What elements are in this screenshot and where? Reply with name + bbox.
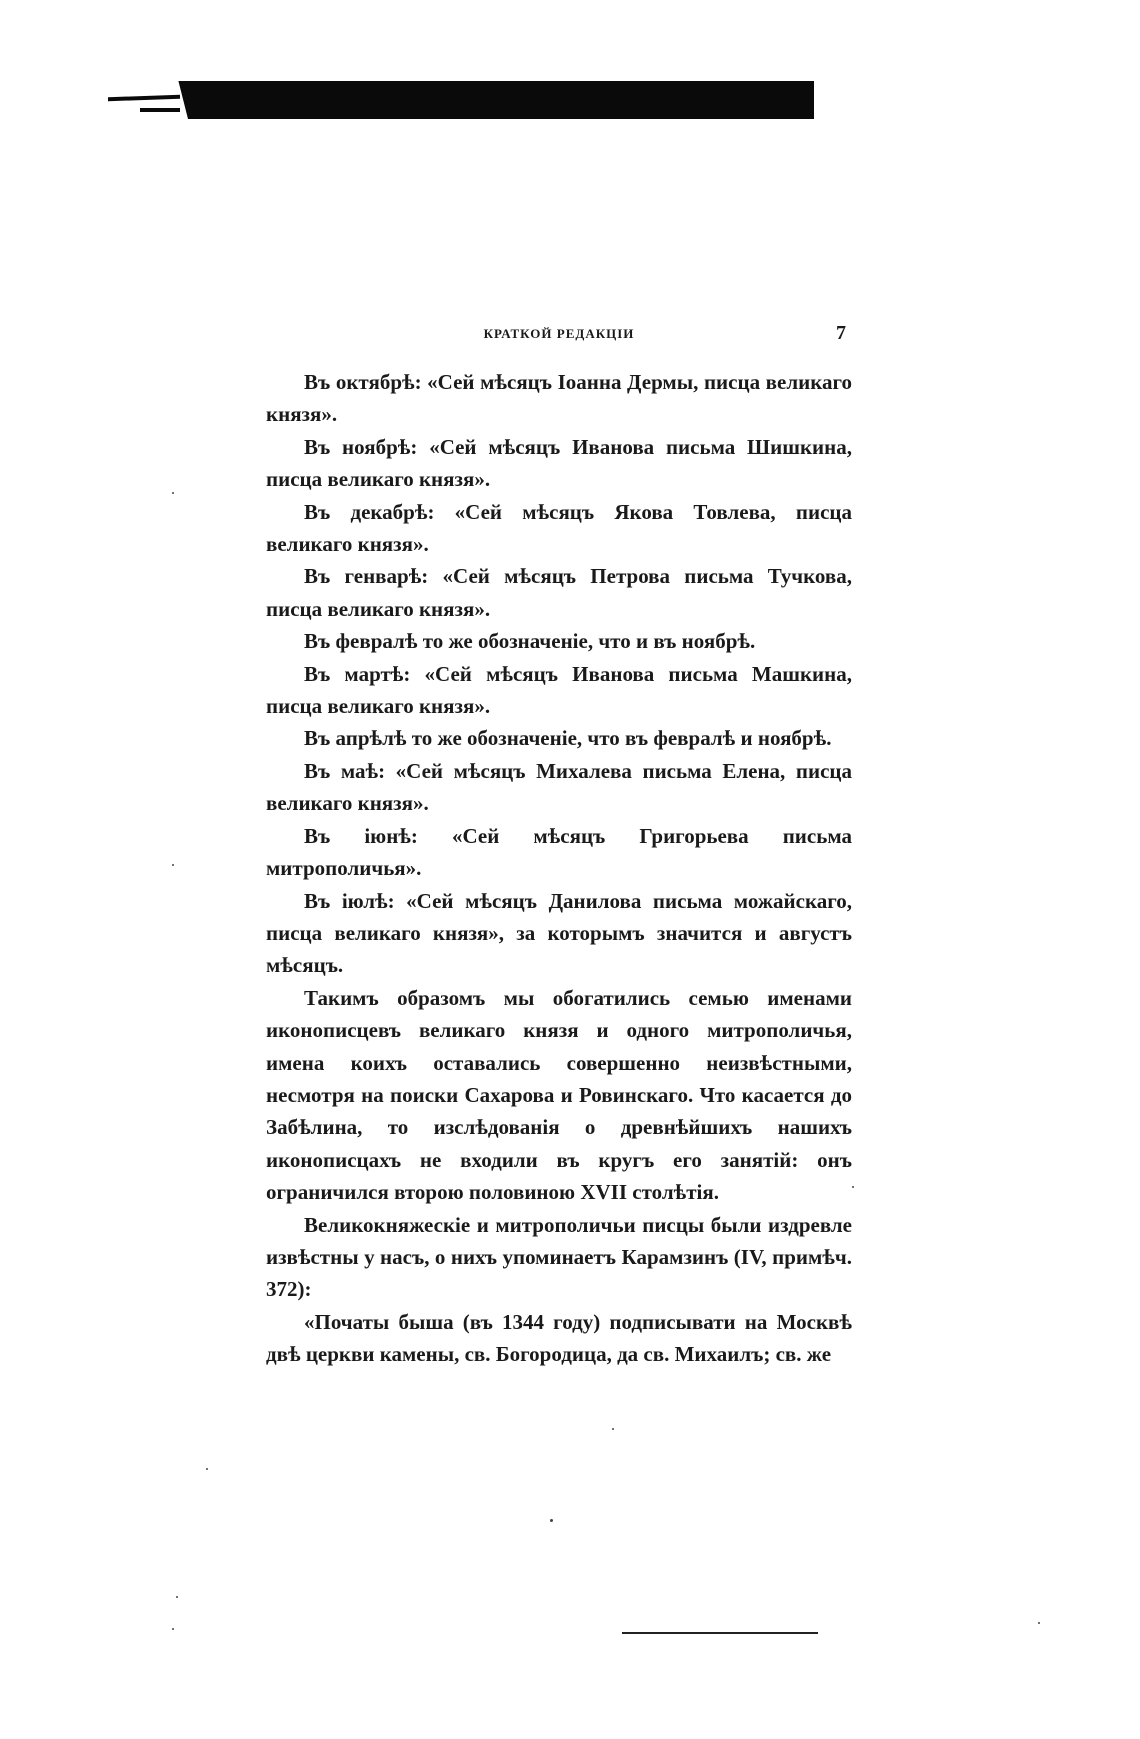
scan-speck bbox=[172, 864, 174, 866]
paragraph-may: Въ маѣ: «Сей мѣсяцъ Михалева письма Елена, писца великаго князя». bbox=[266, 758, 852, 816]
paragraph-july: Въ іюлѣ: «Сей мѣсяцъ Данилова письма можайскаго, писца великаго князя», за которымъ значится и августъ мѣсяцъ. bbox=[266, 888, 852, 978]
scan-speck bbox=[612, 1428, 614, 1430]
scan-speck bbox=[172, 1628, 174, 1630]
page-header bbox=[266, 322, 852, 346]
footer-rule bbox=[622, 1632, 818, 1634]
scan-speck bbox=[206, 1468, 208, 1470]
paragraph-karamzin: Великокняжескіе и митрополичьи писцы были издревле извѣстны у насъ, о нихъ упоминаетъ Карамзинъ (IV, примѣч. 372): bbox=[266, 1212, 852, 1302]
paragraph-march: Въ мартѣ: «Сей мѣсяцъ Иванова письма Машкина, писца великаго князя». bbox=[266, 661, 852, 719]
scan-top-black-bar bbox=[108, 81, 814, 119]
paragraph-january: Въ генварѣ: «Сей мѣсяцъ Петрова письма Тучкова, писца великаго князя». bbox=[266, 564, 852, 621]
scan-speck bbox=[1038, 1622, 1040, 1624]
paragraph-december: Въ декабрѣ: «Сей мѣсяцъ Якова Товлева, писца великаго князя». bbox=[266, 499, 852, 557]
scan-bar-mark-lower bbox=[140, 108, 180, 112]
paragraph-october: Въ октябрѣ: «Сей мѣсяцъ Іоанна Дермы, писца великаго князя». bbox=[266, 370, 852, 427]
page-body bbox=[266, 366, 852, 1371]
paragraph-summary: Такимъ образомъ мы обогатились семью именами иконописцевъ великаго князя и одного митрополичья, имена коихъ оставались совершенно неизвѣстными, несмотря на поиски Сахарова и Ровинскаго. Что касается до Забѣлина, то изслѣдованія о древнѣйшихъ нашихъ иконописцахъ не входили въ кругъ его занятій: онъ ограничился второю половиною XVII столѣтія. bbox=[266, 985, 852, 1205]
running-title: КРАТКОЙ РЕДАКЦІИ bbox=[483, 326, 635, 341]
paragraph-quotation: «Початы быша (въ 1344 году) подписывати на Москвѣ двѣ церкви камены, св. Богородица, да св. Михаилъ; св. же bbox=[266, 1309, 852, 1367]
paragraph-june: Въ іюнѣ: «Сей мѣсяцъ Григорьева письма митрополичья». bbox=[266, 823, 852, 881]
paragraph-february: Въ февралѣ то же обозначеніе, что и въ ноябрѣ. bbox=[304, 629, 756, 654]
scan-speck bbox=[550, 1519, 553, 1522]
scan-speck bbox=[176, 1596, 178, 1598]
paragraph-april: Въ апрѣлѣ то же обозначеніе, что въ февралѣ и ноябрѣ. bbox=[304, 726, 832, 751]
paragraph-november: Въ ноябрѣ: «Сей мѣсяцъ Иванова письма Шишкина, писца великаго князя». bbox=[266, 434, 852, 492]
scan-speck bbox=[852, 1186, 854, 1188]
page-number: 7 bbox=[836, 322, 846, 344]
scan-speck bbox=[172, 492, 174, 494]
